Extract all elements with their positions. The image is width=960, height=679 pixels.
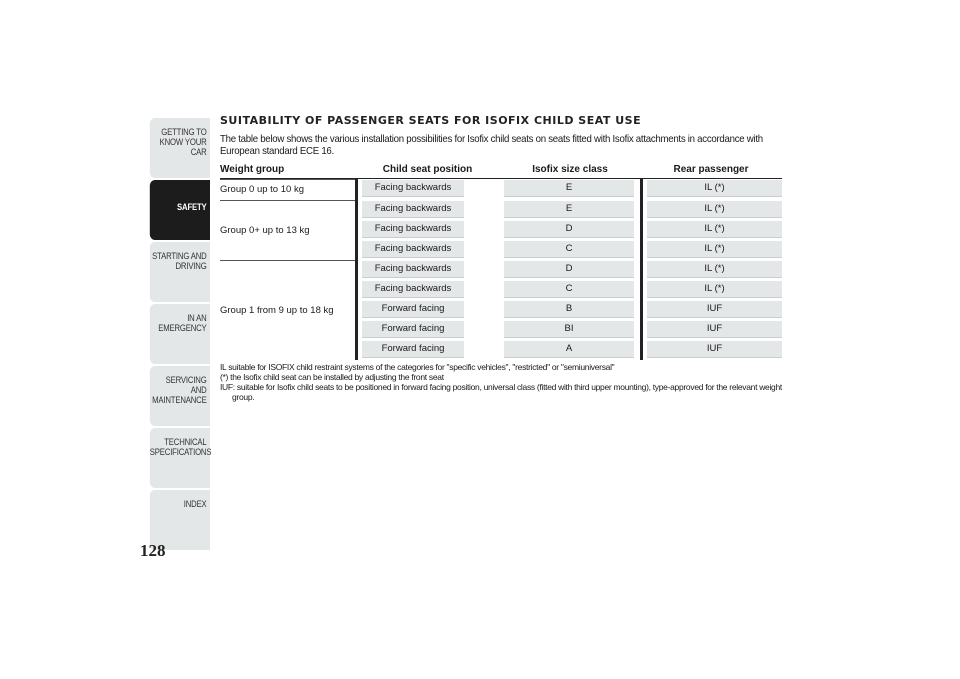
note-iuf: IUF: suitable for Isofix child seats to be positioned in forward facing position, universal class (fitted with third upper mounting), type-approved for the relevant weight group. <box>220 381 782 402</box>
cell-rear <box>640 260 782 280</box>
note-asterisk: (*) the Isofix child seat can be installed by adjusting the front seat <box>220 371 444 382</box>
cell-size <box>500 320 640 340</box>
weight-group-label: Group 0+ up to 13 kg <box>220 200 355 260</box>
position-value: Facing backwards <box>362 241 464 258</box>
tab-in-an-emergency[interactable]: IN AN EMERGENCY <box>150 304 210 364</box>
cell-rear <box>640 220 782 240</box>
cell-position <box>355 200 500 220</box>
weight-group-label: Group 0 up to 10 kg <box>220 179 355 200</box>
tab-starting-and-driving[interactable]: STARTING AND DRIVING <box>150 242 210 302</box>
cell-rear <box>640 179 782 200</box>
cell-size <box>500 240 640 260</box>
cell-rear <box>640 300 782 320</box>
cell-position <box>355 300 500 320</box>
table-header-row <box>220 161 782 179</box>
cell-size <box>500 260 640 280</box>
rear-passenger-value: IUF <box>647 301 782 318</box>
position-value: Facing backwards <box>362 180 464 197</box>
tab-getting-to-know-your-car[interactable]: GETTING TO KNOW YOUR CAR <box>150 118 210 178</box>
header-isofix-size-class: Isofix size class <box>500 161 640 179</box>
cell-position <box>355 280 500 300</box>
cell-size <box>500 300 640 320</box>
tab-safety[interactable]: SAFETY <box>150 180 210 240</box>
cell-size <box>500 280 640 300</box>
cell-position <box>355 179 500 200</box>
cell-rear <box>640 280 782 300</box>
size-class-value: A <box>504 341 634 358</box>
header-child-seat-position: Child seat position <box>355 161 500 179</box>
table-notes <box>220 362 795 402</box>
cell-rear <box>640 240 782 260</box>
size-class-value: D <box>504 221 634 238</box>
header-weight-group: Weight group <box>220 161 355 179</box>
position-value: Facing backwards <box>362 201 464 218</box>
size-class-value: BI <box>504 321 634 338</box>
cell-size <box>500 340 640 360</box>
cell-position <box>355 220 500 240</box>
size-class-value: C <box>504 281 634 298</box>
cell-size <box>500 200 640 220</box>
position-value: Facing backwards <box>362 281 464 298</box>
table-row <box>220 179 782 200</box>
cell-rear <box>640 340 782 360</box>
main-content <box>220 113 780 402</box>
rear-passenger-value: IL (*) <box>647 261 782 278</box>
intro-paragraph: The table below shows the various installation possibilities for Isofix child seats on seats fitted with Isofix attachments in accordance with European standard ECE 16. <box>220 133 763 157</box>
rear-passenger-value: IL (*) <box>647 281 782 298</box>
position-value: Forward facing <box>362 321 464 338</box>
size-class-value: D <box>504 261 634 278</box>
page-number: 128 <box>140 541 166 560</box>
cell-size <box>500 179 640 200</box>
cell-rear <box>640 320 782 340</box>
table-row <box>220 260 782 280</box>
size-class-value: E <box>504 180 634 197</box>
cell-position <box>355 320 500 340</box>
rear-passenger-value: IUF <box>647 341 782 358</box>
weight-group-label: Group 1 from 9 up to 18 kg <box>220 260 355 360</box>
cell-size <box>500 220 640 240</box>
position-value: Forward facing <box>362 301 464 318</box>
section-title: SUITABILITY OF PASSENGER SEATS FOR ISOFIX CHILD SEAT USE <box>220 114 642 127</box>
tab-technical-specifications[interactable]: TECHNICAL SPECIFICATIONS <box>150 428 210 488</box>
rear-passenger-value: IUF <box>647 321 782 338</box>
cell-rear <box>640 200 782 220</box>
cell-position <box>355 240 500 260</box>
tab-servicing-and-maintenance[interactable]: SERVICING AND MAINTENANCE <box>150 366 210 426</box>
isofix-suitability-table <box>220 161 782 360</box>
cell-position <box>355 340 500 360</box>
rear-passenger-value: IL (*) <box>647 241 782 258</box>
size-class-value: E <box>504 201 634 218</box>
position-value: Forward facing <box>362 341 464 358</box>
tab-index[interactable]: INDEX <box>150 490 210 550</box>
cell-position <box>355 260 500 280</box>
rear-passenger-value: IL (*) <box>647 180 782 197</box>
position-value: Facing backwards <box>362 261 464 278</box>
header-rear-passenger: Rear passenger <box>640 161 782 179</box>
table-row <box>220 200 782 220</box>
rear-passenger-value: IL (*) <box>647 201 782 218</box>
rear-passenger-value: IL (*) <box>647 221 782 238</box>
size-class-value: B <box>504 301 634 318</box>
note-il: IL suitable for ISOFIX child restraint systems of the categories for "specific vehicles", "restricted" or "semiuniversal" <box>220 361 615 372</box>
position-value: Facing backwards <box>362 221 464 238</box>
size-class-value: C <box>504 241 634 258</box>
